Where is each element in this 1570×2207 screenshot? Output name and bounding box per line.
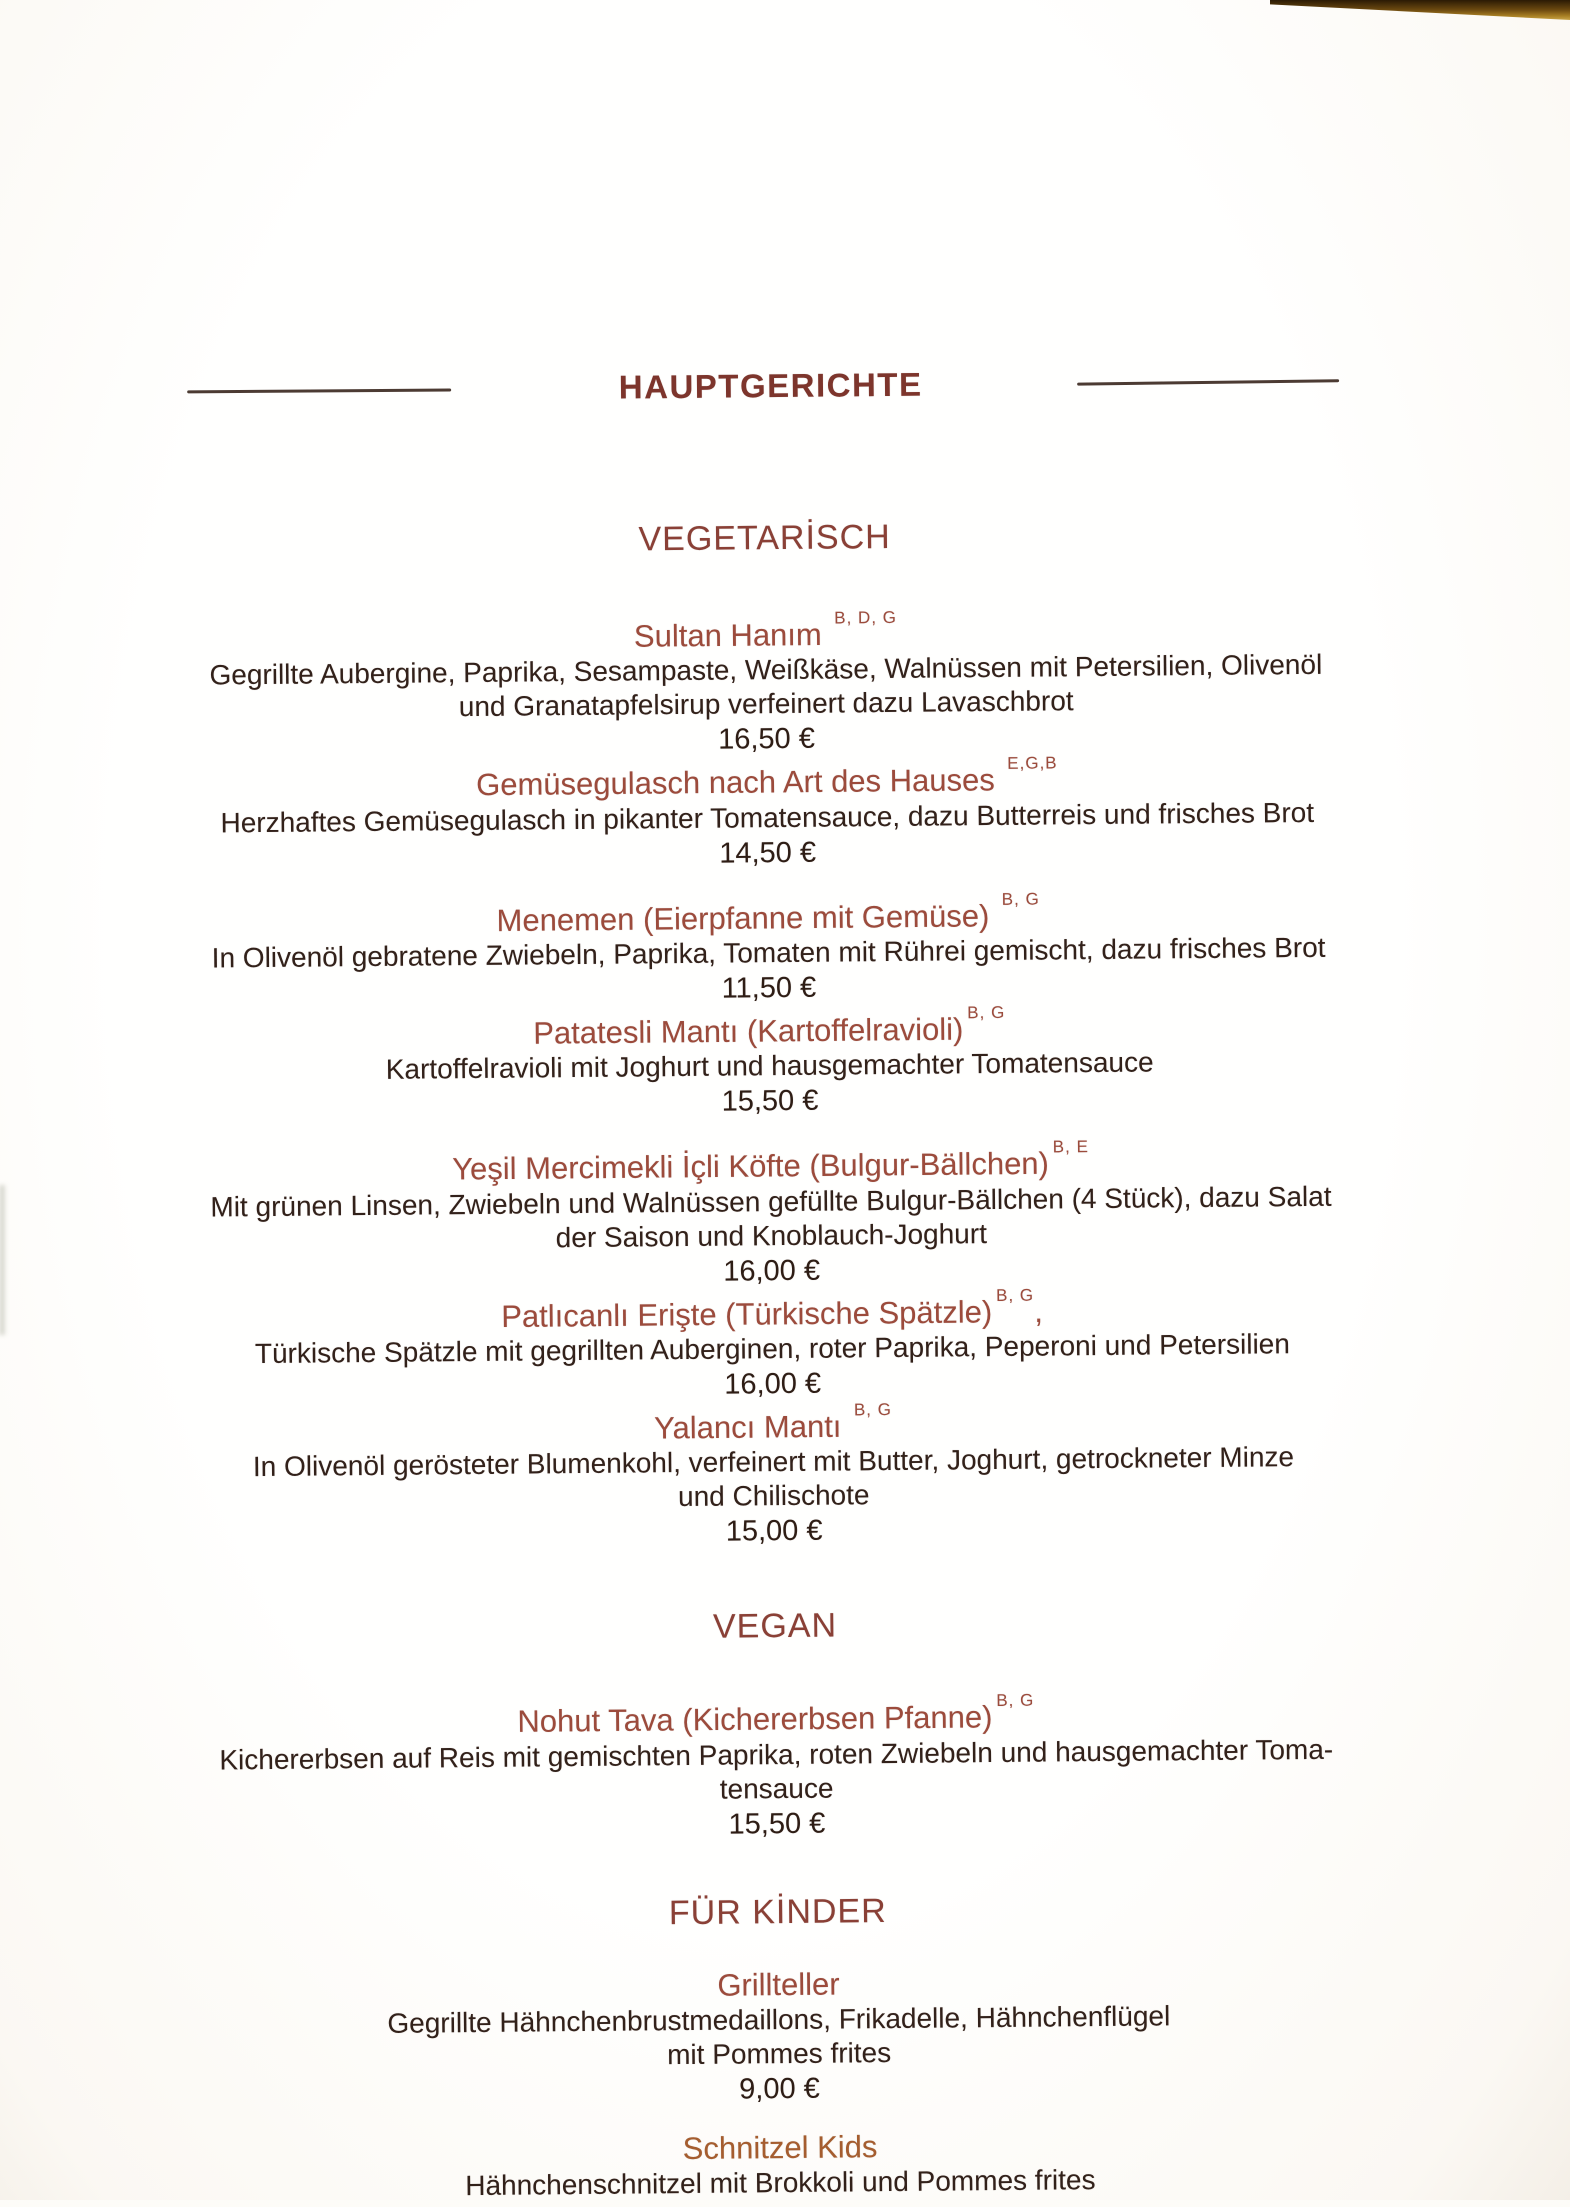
section-items <box>0 603 1544 1557</box>
menu-item-description-line: In Olivenöl gerösteter Blumenkohl, verfeinert mit Butter, Joghurt, getrockneter Minze <box>252 1441 1295 1483</box>
allergen-codes: B, E <box>1052 1137 1089 1157</box>
menu-item-name: Schnitzel Kids <box>682 2128 878 2166</box>
menu-item-name: Grillteller <box>717 1966 840 2003</box>
menu-item-name: Nohut Tava (Kichererbsen Pfanne) <box>517 1699 993 1740</box>
menu-item <box>2 1281 1543 1409</box>
menu-item-description-line: mit Pommes frites <box>666 2036 892 2070</box>
allergen-codes: B, G <box>853 1399 893 1420</box>
header-rule-right <box>1077 379 1339 385</box>
section-items <box>6 1687 1547 1849</box>
menu-item <box>0 603 1537 765</box>
menu-item-description-line: Herzhaftes Gemüsegulasch in pikanter Tomatensauce, dazu Butterreis und frisches Brot <box>220 796 1315 839</box>
menu-item-description-line: Kartoffelravioli mit Joghurt und hausgemachter Tomatensauce <box>385 1046 1154 1086</box>
menu-item <box>0 750 1538 878</box>
section-heading: VEGAN <box>712 1606 838 1647</box>
menu-item-description-line: der Saison und Knoblauch-Joghurt <box>555 1217 988 1253</box>
menu-item-name: Patlıcanlı Erişte (Türkische Spätzle) <box>501 1293 993 1334</box>
menu-item-price: 16,00 € <box>724 1367 822 1401</box>
menu-item-price: 15,50 € <box>721 1084 819 1118</box>
menu-item-name: Yeşil Mercimekli İçli Köfte (Bulgur-Bällchen) <box>452 1146 1050 1187</box>
menu-item-name: Gemüsegulasch nach Art des Hauses <box>475 762 1004 803</box>
menu-item-description-line: Kichererbsen auf Reis mit gemischten Paprika, roten Zwiebeln und hausgemachter Toma- <box>219 1733 1334 1776</box>
menu-item-price: 14,50 € <box>719 836 817 870</box>
menu-item <box>0 885 1539 1013</box>
menu-sections <box>0 509 1551 2207</box>
title-suffix: , <box>1034 1293 1044 1329</box>
section-heading: FÜR KİNDER <box>668 1891 887 1932</box>
menu-item <box>3 1395 1544 1557</box>
menu-item-description-line: In Olivenöl gebratene Zwiebeln, Paprika, Tomaten mit Rührei gemischt, dazu frisches Brot <box>211 931 1326 974</box>
menu-item-price: 15,50 € <box>728 1807 826 1841</box>
menu-item-description-line: tensauce <box>719 1772 834 1805</box>
menu-item-description-line: Gegrillte Aubergine, Paprika, Sesampaste, Weißkäse, Walnüssen mit Petersilien, Olivenöl <box>209 649 1323 691</box>
menu-item-price: 11,50 € <box>721 971 817 1005</box>
menu-section <box>8 1882 1551 2207</box>
allergen-codes: B, D, G <box>834 607 898 628</box>
menu-item-name: Yalancı Mantı <box>654 1408 851 1446</box>
menu-item-description-line: und Chilischote <box>677 1479 870 1513</box>
menu-item-name: Menemen (Eierpfanne mit Gemüse) <box>496 897 999 938</box>
menu-item <box>0 999 1540 1127</box>
page-title: HAUPTGERICHTE <box>618 365 923 406</box>
menu-item-description-line: Hähnchenschnitzel mit Brokkoli und Pommes frites <box>465 2163 1096 2201</box>
menu-item <box>6 1687 1547 1849</box>
page-header <box>0 359 1533 414</box>
menu-item-description-line: Türkische Spätzle mit gegrillten Auberginen, roter Paprika, Peperoni und Petersilien <box>254 1328 1291 1370</box>
menu-item-price: 15,00 € <box>725 1514 823 1548</box>
allergen-codes: B, G <box>995 1285 1035 1305</box>
allergen-codes: B, G <box>1001 889 1040 909</box>
menu-item-description-line: und Granatapfelsirup verfeinert dazu Lavaschbrot <box>458 685 1074 723</box>
menu-section <box>5 1597 1547 1849</box>
menu-item-name: Sultan Hanım <box>633 616 831 654</box>
allergen-codes: E,G,B <box>1007 753 1058 774</box>
menu-section <box>0 509 1544 1557</box>
allergen-codes: B, G <box>996 1690 1035 1711</box>
menu-item-description-line: Gegrillte Hähnchenbrustmedaillons, Frikadelle, Hähnchenflügel <box>387 1999 1171 2039</box>
section-heading: VEGETARİSCH <box>638 517 891 559</box>
menu-item <box>8 1958 1549 2114</box>
menu-item-price: 9,00 € <box>739 2072 820 2106</box>
header-rule-left <box>187 388 451 393</box>
allergen-codes: B, G <box>967 1002 1006 1023</box>
menu-item-price: 16,00 € <box>723 1254 821 1288</box>
menu-item-price: 16,50 € <box>717 723 816 756</box>
menu-item <box>0 1134 1541 1296</box>
section-items <box>8 1958 1550 2207</box>
menu-item-name: Patatesli Mantı (Kartoffelravioli) <box>533 1011 964 1051</box>
menu-item-description-line: Mit grünen Linsen, Zwiebeln und Walnüssen gefüllte Bulgur-Bällchen (4 Stück), dazu Salat <box>210 1180 1332 1223</box>
menu-item <box>10 2121 1551 2207</box>
